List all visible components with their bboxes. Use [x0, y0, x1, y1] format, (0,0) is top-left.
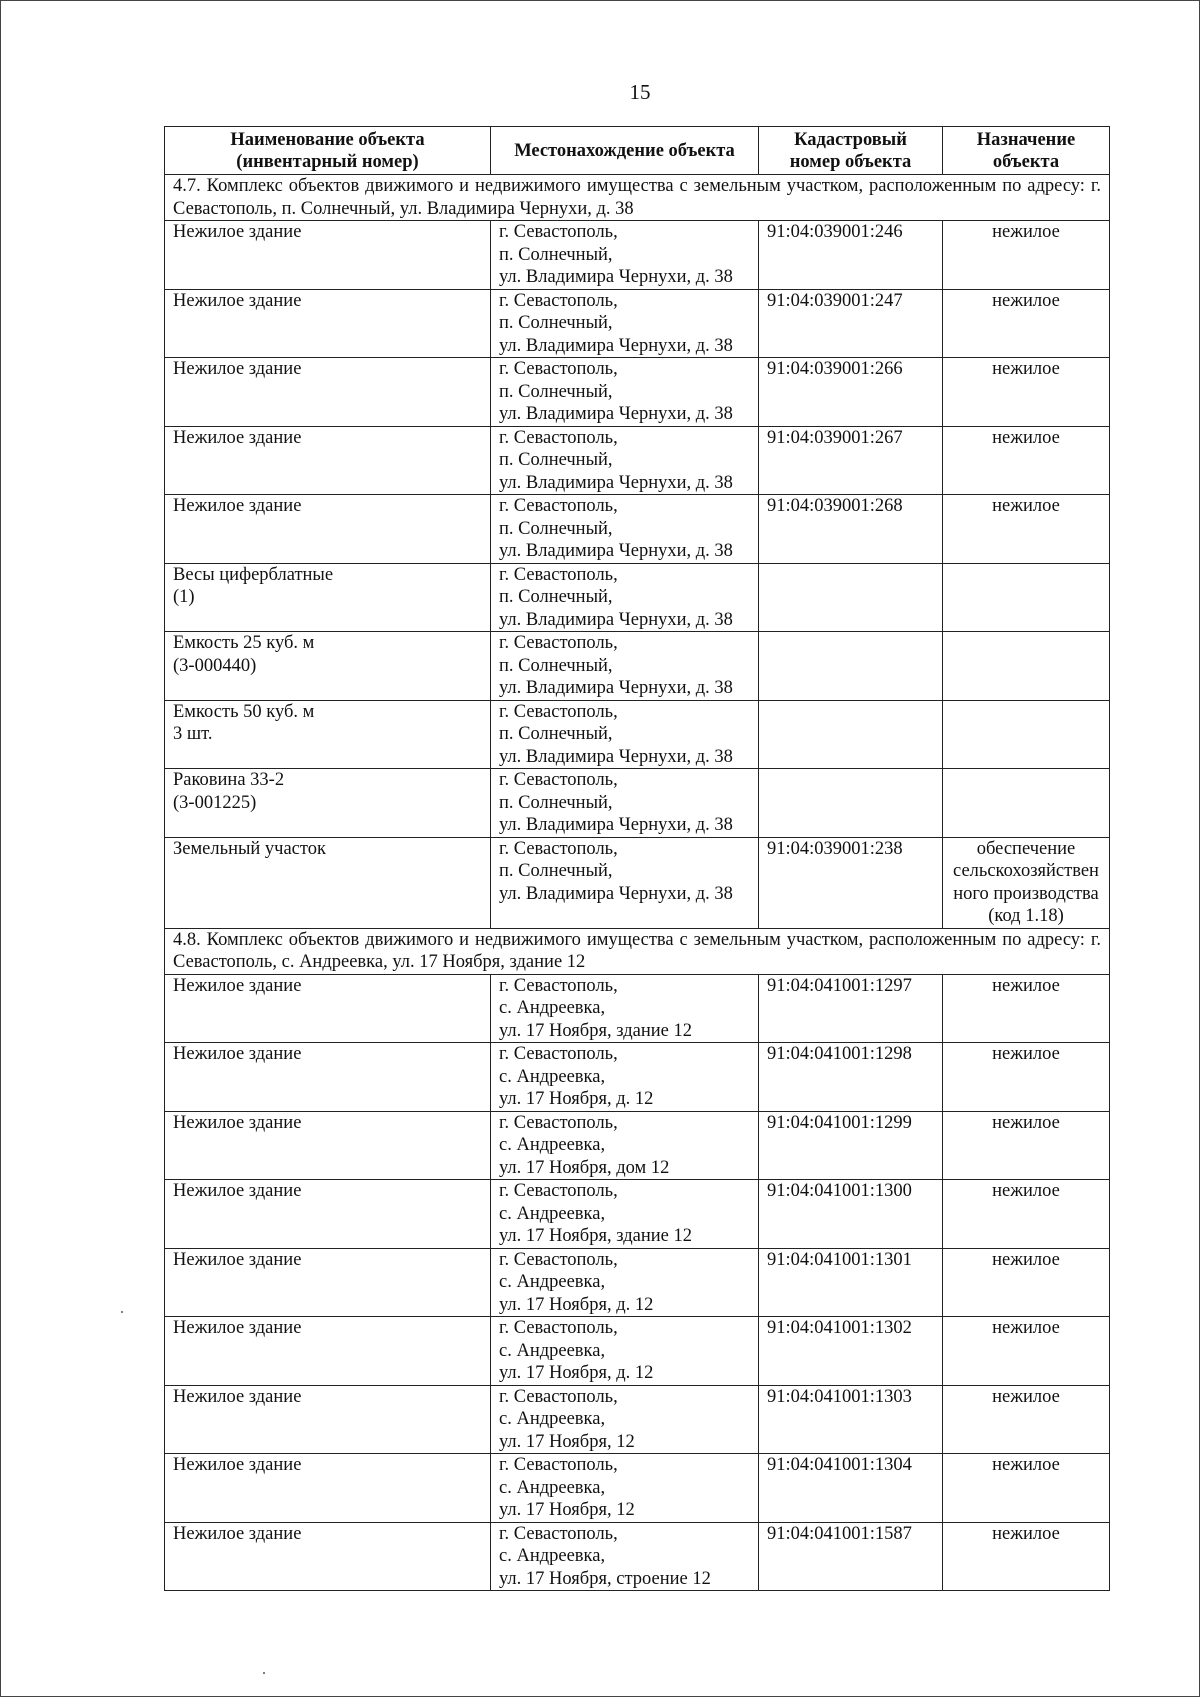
object-purpose-cell — [943, 837, 1110, 928]
cadastral-number-cell: 91:04:039001:247 — [759, 289, 943, 358]
object-name-cell — [165, 1043, 491, 1112]
scan-speck — [121, 1311, 123, 1313]
header-location-line: Местонахождение объекта — [514, 140, 735, 161]
cadastral-number-cell: 91:04:041001:1587 — [759, 1522, 943, 1591]
header-purpose — [943, 127, 1110, 175]
object-purpose-cell — [943, 974, 1110, 1043]
object-location-line: г. Севастополь, — [499, 838, 618, 859]
cadastral-number-cell — [759, 632, 943, 701]
table-header-row — [165, 127, 1110, 175]
object-name: Нежилое здание — [173, 222, 302, 242]
object-location-cell — [491, 1385, 759, 1454]
object-purpose-cell — [943, 1248, 1110, 1317]
object-name: Нежилое здание — [173, 427, 302, 448]
object-location-line: г. Севастополь, — [499, 1318, 618, 1338]
object-location-line: ул. 17 Ноября, строение 12 — [499, 1568, 711, 1589]
table-row — [165, 700, 1110, 769]
table-row — [165, 1522, 1110, 1591]
object-location-line: ул. Владимира Чернухи, д. 38 — [499, 472, 733, 493]
object-purpose-line: нежилое — [992, 1523, 1060, 1544]
object-purpose-cell — [943, 1385, 1110, 1454]
object-location-cell — [491, 1454, 759, 1523]
object-name: Нежилое здание — [173, 496, 302, 516]
object-location-line: ул. Владимира Чернухи, д. 38 — [499, 404, 733, 424]
object-location-line: п. Солнечный, — [499, 792, 613, 813]
table-row — [165, 1248, 1110, 1317]
header-purpose-line: объекта — [992, 152, 1060, 172]
table-row — [165, 632, 1110, 701]
section-row — [165, 175, 1110, 221]
object-location-line: с. Андреевка, — [499, 1272, 606, 1292]
object-purpose-line: нежилое — [992, 1249, 1060, 1270]
object-location-line: г. Севастополь, — [499, 564, 618, 585]
object-name: 3 шт. — [173, 724, 213, 744]
object-location-cell — [491, 1317, 759, 1386]
object-location-line: п. Солнечный, — [499, 587, 613, 607]
cadastral-number-cell: 91:04:039001:238 — [759, 837, 943, 928]
object-name-cell — [165, 358, 491, 427]
page-number: 15 — [629, 80, 651, 104]
object-location-line: п. Солнечный, — [499, 244, 613, 265]
section-row — [165, 928, 1110, 974]
object-purpose-line: нежилое — [992, 290, 1060, 311]
object-name: Нежилое здание — [173, 1318, 302, 1338]
cadastral-number-cell: 91:04:039001:246 — [759, 221, 943, 290]
table-row — [165, 1454, 1110, 1523]
object-name-cell — [165, 1248, 491, 1317]
object-name-cell — [165, 1522, 491, 1591]
cadastral-number-cell: 91:04:039001:268 — [759, 495, 943, 564]
object-location-line: ул. Владимира Чернухи, д. 38 — [499, 267, 733, 287]
object-purpose-line: ного производства — [953, 883, 1099, 904]
object-location-line: ул. Владимира Чернухи, д. 38 — [499, 541, 733, 561]
table-row — [165, 1180, 1110, 1249]
object-location-line: с. Андреевка, — [499, 1135, 606, 1155]
object-location-line: г. Севастополь, — [499, 496, 618, 516]
object-name: Земельный участок — [173, 838, 326, 859]
section-title: 4.7. Комплекс объектов движимого и недвижимого имущества с земельным участком, расположенным по адресу: г. Севастополь, п. Солнечный, ул. Владимира Чернухи, д. 38 — [165, 175, 1110, 221]
object-location-line: ул. 17 Ноября, 12 — [499, 1431, 635, 1452]
object-location-line: ул. Владимира Чернухи, д. 38 — [499, 609, 733, 630]
cadastral-number-cell: 91:04:039001:266 — [759, 358, 943, 427]
section-title: 4.8. Комплекс объектов движимого и недвижимого имущества с земельным участком, расположенным по адресу: г. Севастополь, с. Андреевка, ул. 17 Ноября, здание 12 — [165, 928, 1110, 974]
table-row — [165, 563, 1110, 632]
object-location-cell — [491, 837, 759, 928]
object-location-cell — [491, 221, 759, 290]
header-name-line: Наименование объекта — [230, 129, 425, 150]
object-purpose-cell — [943, 221, 1110, 290]
object-name: (3-000440) — [173, 655, 257, 676]
object-location-cell — [491, 1043, 759, 1112]
object-location-line: с. Андреевка, — [499, 1546, 606, 1566]
object-name-cell — [165, 1111, 491, 1180]
object-location-line: с. Андреевка, — [499, 1203, 606, 1224]
object-location-line: ул. Владимира Чернухи, д. 38 — [499, 335, 733, 356]
object-location-line: г. Севастополь, — [499, 701, 618, 722]
object-name: Нежилое здание — [173, 1044, 302, 1064]
table-row — [165, 1111, 1110, 1180]
table-row — [165, 289, 1110, 358]
object-purpose-line: нежилое — [992, 1112, 1060, 1133]
object-name: (1) — [173, 587, 195, 607]
table-row — [165, 426, 1110, 495]
object-name-cell — [165, 289, 491, 358]
object-location-cell — [491, 426, 759, 495]
object-purpose-cell — [943, 1317, 1110, 1386]
object-name-cell — [165, 426, 491, 495]
object-location-line: г. Севастополь, — [499, 1181, 618, 1201]
object-purpose-cell — [943, 1522, 1110, 1591]
object-name: Раковина 33-2 — [173, 770, 285, 790]
cadastral-number-cell — [759, 563, 943, 632]
object-location-cell — [491, 1180, 759, 1249]
object-location-line: с. Андреевка, — [499, 1409, 606, 1429]
object-location-line: г. Севастополь, — [499, 1249, 618, 1270]
objects-table — [164, 126, 1110, 1591]
cadastral-number-cell: 91:04:039001:267 — [759, 426, 943, 495]
object-purpose-line: нежилое — [992, 222, 1060, 242]
object-purpose-cell — [943, 1180, 1110, 1249]
object-location-line: ул. 17 Ноября, д. 12 — [499, 1089, 654, 1109]
cadastral-number-cell: 91:04:041001:1301 — [759, 1248, 943, 1317]
object-location-line: г. Севастополь, — [499, 427, 618, 448]
object-location-cell — [491, 1522, 759, 1591]
object-location-line: г. Севастополь, — [499, 1112, 618, 1133]
object-location-line: п. Солнечный, — [499, 313, 613, 333]
object-location-line: ул. 17 Ноября, д. 12 — [499, 1294, 654, 1315]
cadastral-number-cell — [759, 769, 943, 838]
cadastral-number-cell: 91:04:041001:1299 — [759, 1111, 943, 1180]
header-purpose-line: Назначение — [976, 129, 1076, 150]
object-name: Нежилое здание — [173, 1523, 302, 1544]
cadastral-number-cell: 91:04:041001:1297 — [759, 974, 943, 1043]
object-location-cell — [491, 495, 759, 564]
object-name-cell — [165, 974, 491, 1043]
object-purpose-line: нежилое — [992, 1386, 1060, 1407]
object-name: Емкость 25 куб. м — [173, 633, 315, 653]
object-location-line: г. Севастополь, — [499, 770, 618, 790]
object-purpose-line: нежилое — [992, 975, 1060, 996]
object-purpose-cell — [943, 632, 1110, 701]
object-location-line: п. Солнечный, — [499, 450, 613, 470]
object-name-cell — [165, 769, 491, 838]
object-location-cell — [491, 769, 759, 838]
object-purpose-line: нежилое — [992, 427, 1060, 448]
table-row — [165, 837, 1110, 928]
object-name-cell — [165, 632, 491, 701]
object-location-line: п. Солнечный, — [499, 381, 613, 402]
object-location-cell — [491, 974, 759, 1043]
object-name-cell — [165, 1385, 491, 1454]
object-name: Нежилое здание — [173, 1112, 302, 1133]
object-purpose-cell — [943, 563, 1110, 632]
object-location-line: ул. 17 Ноября, здание 12 — [499, 1020, 692, 1041]
table-row — [165, 1385, 1110, 1454]
object-purpose-cell — [943, 1043, 1110, 1112]
object-location-cell — [491, 1111, 759, 1180]
object-purpose-line: нежилое — [992, 1044, 1060, 1064]
object-name-cell — [165, 221, 491, 290]
object-location-line: г. Севастополь, — [499, 222, 618, 242]
object-purpose-cell — [943, 769, 1110, 838]
object-location-cell — [491, 563, 759, 632]
table-row — [165, 1317, 1110, 1386]
object-location-cell — [491, 358, 759, 427]
table-row — [165, 221, 1110, 290]
object-location-cell — [491, 700, 759, 769]
object-purpose-line: нежилое — [992, 496, 1060, 516]
object-name: (3-001225) — [173, 792, 257, 813]
object-location-line: г. Севастополь, — [499, 359, 618, 379]
scan-speck — [263, 1672, 265, 1674]
object-purpose-cell — [943, 495, 1110, 564]
object-location-line: г. Севастополь, — [499, 1523, 618, 1544]
object-name: Нежилое здание — [173, 1386, 302, 1407]
object-location-line: г. Севастополь, — [499, 975, 618, 996]
object-location-line: с. Андреевка, — [499, 998, 606, 1018]
object-purpose-cell — [943, 1111, 1110, 1180]
object-location-cell — [491, 632, 759, 701]
object-location-line: г. Севастополь, — [499, 633, 618, 653]
object-purpose-line: (код 1.18) — [988, 906, 1064, 926]
object-purpose-line: нежилое — [992, 1455, 1060, 1475]
cadastral-number-cell: 91:04:041001:1303 — [759, 1385, 943, 1454]
object-location-line: ул. Владимира Чернухи, д. 38 — [499, 746, 733, 767]
cadastral-number-cell: 91:04:041001:1304 — [759, 1454, 943, 1523]
object-name: Нежилое здание — [173, 975, 302, 996]
object-location-line: п. Солнечный, — [499, 518, 613, 539]
object-location-cell — [491, 1248, 759, 1317]
object-name: Нежилое здание — [173, 1455, 302, 1475]
header-cadastral-line: Кадастровый — [794, 129, 907, 150]
table-row — [165, 495, 1110, 564]
object-purpose-line: нежилое — [992, 1318, 1060, 1338]
header-name-line: (инвентарный номер) — [236, 152, 419, 172]
object-purpose-cell — [943, 289, 1110, 358]
object-location-line: г. Севастополь, — [499, 1455, 618, 1475]
cadastral-number-cell: 91:04:041001:1298 — [759, 1043, 943, 1112]
object-name: Нежилое здание — [173, 1249, 302, 1270]
object-location-line: п. Солнечный, — [499, 861, 613, 881]
object-name: Емкость 50 куб. м — [173, 701, 315, 722]
object-location-line: г. Севастополь, — [499, 1044, 618, 1064]
object-name-cell — [165, 563, 491, 632]
object-purpose-line: сельскохозяйствен — [953, 861, 1099, 881]
object-purpose-cell — [943, 1454, 1110, 1523]
object-purpose-line: нежилое — [992, 1181, 1060, 1201]
header-name — [165, 127, 491, 175]
table-row — [165, 358, 1110, 427]
object-name: Нежилое здание — [173, 1181, 302, 1201]
object-location-line: ул. Владимира Чернухи, д. 38 — [499, 883, 733, 904]
table-row — [165, 1043, 1110, 1112]
object-location-line: ул. 17 Ноября, дом 12 — [499, 1157, 670, 1178]
object-location-line: п. Солнечный, — [499, 724, 613, 744]
object-purpose-line: обеспечение — [976, 838, 1076, 859]
cadastral-number-cell — [759, 700, 943, 769]
object-purpose-cell — [943, 700, 1110, 769]
object-purpose-cell — [943, 358, 1110, 427]
object-name-cell — [165, 1317, 491, 1386]
object-location-line: г. Севастополь, — [499, 1386, 618, 1407]
header-location — [491, 127, 759, 175]
object-location-line: ул. 17 Ноября, здание 12 — [499, 1226, 692, 1246]
object-name: Нежилое здание — [173, 290, 302, 311]
object-name-cell — [165, 1180, 491, 1249]
object-location-line: ул. Владимира Чернухи, д. 38 — [499, 678, 733, 698]
cadastral-number-cell: 91:04:041001:1302 — [759, 1317, 943, 1386]
object-name-cell — [165, 1454, 491, 1523]
header-cadastral — [759, 127, 943, 175]
object-purpose-line: нежилое — [992, 359, 1060, 379]
cadastral-number-cell: 91:04:041001:1300 — [759, 1180, 943, 1249]
object-name: Весы циферблатные — [173, 564, 334, 585]
object-location-line: п. Солнечный, — [499, 655, 613, 676]
object-location-line: с. Андреевка, — [499, 1066, 606, 1087]
object-location-cell — [491, 289, 759, 358]
object-location-line: г. Севастополь, — [499, 290, 618, 311]
object-location-line: с. Андреевка, — [499, 1340, 606, 1361]
object-name-cell — [165, 700, 491, 769]
object-location-line: ул. 17 Ноября, д. 12 — [499, 1363, 654, 1383]
object-name-cell — [165, 495, 491, 564]
table-row — [165, 974, 1110, 1043]
object-location-line: ул. 17 Ноября, 12 — [499, 1500, 635, 1520]
table-row — [165, 769, 1110, 838]
object-name: Нежилое здание — [173, 359, 302, 379]
object-name-cell — [165, 837, 491, 928]
object-location-line: ул. Владимира Чернухи, д. 38 — [499, 815, 733, 835]
header-cadastral-line: номер объекта — [789, 152, 912, 172]
object-location-line: с. Андреевка, — [499, 1477, 606, 1498]
object-purpose-cell — [943, 426, 1110, 495]
